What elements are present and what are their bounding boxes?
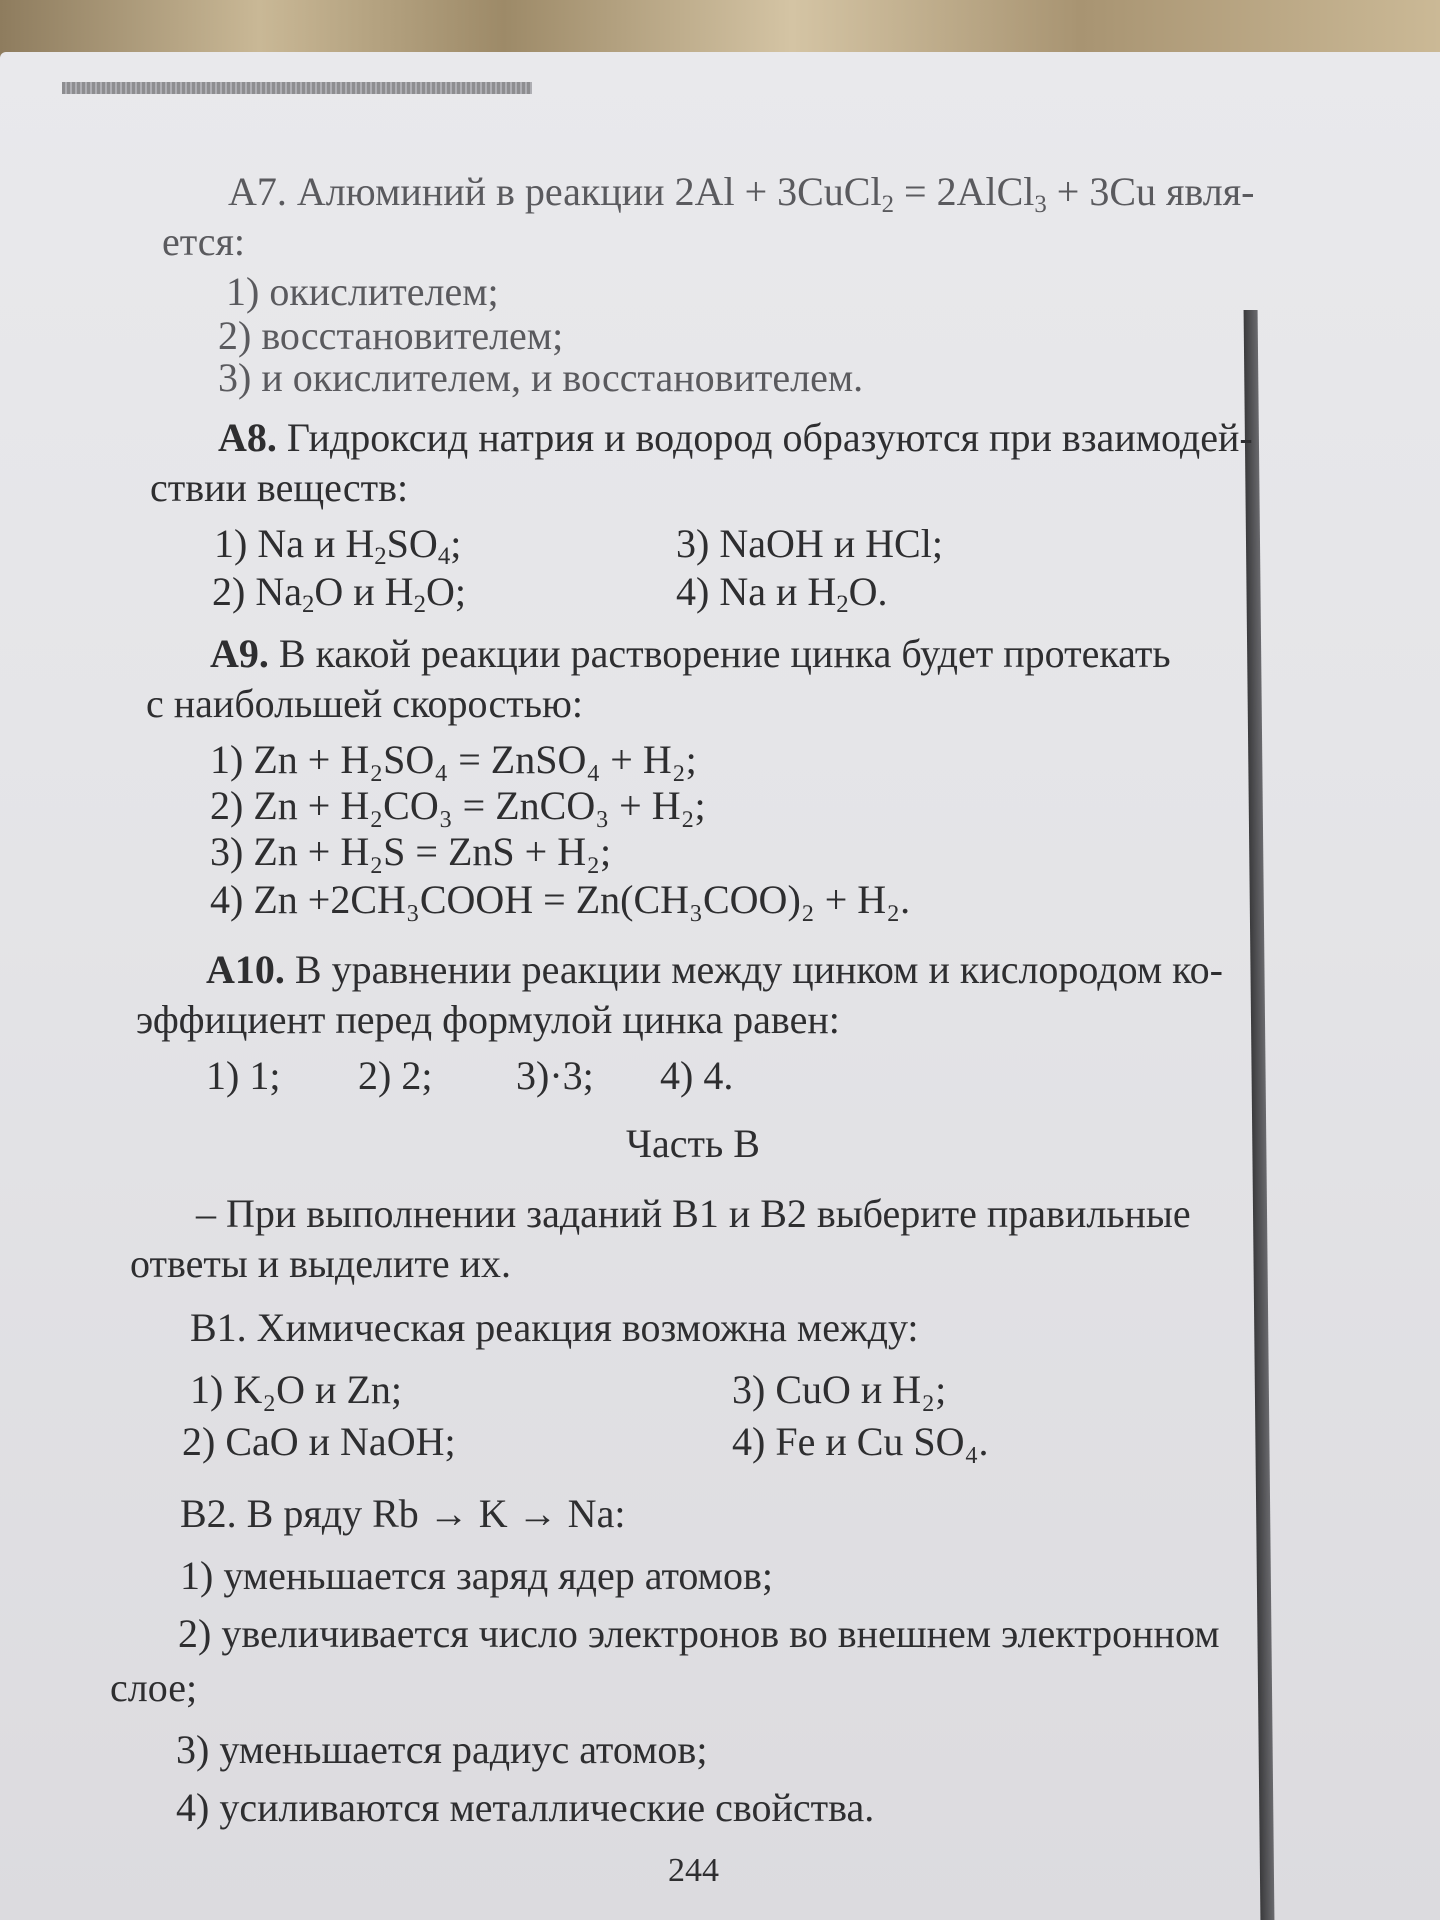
- b1-option-1: 1) K₂O и Zn;: [190, 1367, 402, 1412]
- b2-option-2-line1: 2) увеличивается число электронов во внешнем электронном: [178, 1611, 1220, 1656]
- part-b-instruction-line2: ответы и выделите их.: [130, 1241, 511, 1286]
- b2-option-3: 3) уменьшается радиус атомов;: [176, 1727, 708, 1772]
- b1-option-2: 2) CaO и NaOH;: [182, 1419, 456, 1464]
- a9-option-1: 1) Zn + H₂SO₄ = ZnSO₄ + H₂;: [210, 737, 697, 782]
- a8-question-line2: ствии веществ:: [150, 465, 409, 510]
- a7-text-part1: Алюминий в реакции 2Al + 3CuCl: [296, 169, 882, 214]
- a9-option-3: 3) Zn + H₂S = ZnS + H₂;: [210, 829, 612, 874]
- a8-option-2: 2) $Na_2O$ и $H_2O$;: [212, 569, 466, 618]
- page-number: 244: [668, 1852, 719, 1889]
- a8-option-3: 3) NaOH и HCl;: [676, 521, 943, 566]
- a8-option-4: 4) Na и $H_2O$.: [676, 569, 888, 618]
- a9-question-line1: А9. В какой реакции растворение цинка будет протекать: [210, 631, 1171, 676]
- a10-option-2: 2) 2;: [358, 1053, 433, 1098]
- b2-option-4: 4) усиливаются металлические свойства.: [176, 1785, 875, 1830]
- a8-option-1: 1) Na и $H_2SO_4$;: [214, 521, 462, 570]
- a10-number: А10.: [206, 947, 285, 992]
- b1-option-4: 4) Fe и Cu SO₄.: [732, 1419, 989, 1464]
- a7-option-1: 1) окислителем;: [226, 269, 499, 314]
- a10-option-1: 1) 1;: [206, 1053, 281, 1098]
- a10-option-4: 4) 4.: [660, 1053, 734, 1098]
- a8-question-line1: А8. Гидроксид натрия и водород образуются при взаимодей-: [218, 415, 1253, 460]
- a9-number: А9.: [210, 631, 269, 676]
- top-rule-decoration: [62, 82, 532, 94]
- a7-question-line1: А7. Алюминий в реакции 2Al + 3CuCl$_2$ = 2AlCl$_3$ + 3Cu явля-: [228, 169, 1255, 218]
- a8-number: А8.: [218, 415, 277, 460]
- a7-option-3: 3) и окислителем, и восстановителем.: [218, 355, 864, 400]
- b1-question: В1. Химическая реакция возможна между:: [190, 1305, 919, 1350]
- a10-option-3: 3)·3;: [516, 1053, 594, 1098]
- a7-number: А7.: [228, 169, 287, 214]
- a9-question-line2: с наибольшей скоростью:: [146, 681, 583, 726]
- b2-option-1: 1) уменьшается заряд ядер атомов;: [180, 1553, 773, 1598]
- a9-option-4: 4) Zn +2CH₃COOH = Zn(CH₃COO)₂ + H₂.: [210, 877, 911, 922]
- part-b-instruction-line1: – При выполнении заданий В1 и В2 выберите правильные: [196, 1191, 1191, 1236]
- a7-question-line2: ется:: [162, 219, 245, 264]
- a9-option-2: 2) Zn + H₂CO₃ = ZnCO₃ + H₂;: [210, 783, 706, 828]
- a7-option-2: 2) восстановителем;: [218, 313, 564, 358]
- b1-option-3: 3) CuO и H₂;: [732, 1367, 947, 1412]
- b2-option-2-line2: слое;: [110, 1665, 198, 1710]
- a10-question-line2: эффициент перед формулой цинка равен:: [136, 997, 840, 1042]
- part-b-heading: Часть В: [626, 1121, 760, 1166]
- a10-question-line1: А10. В уравнении реакции между цинком и кислородом ко-: [206, 947, 1223, 992]
- b2-question: В2. В ряду Rb → K → Na:: [180, 1491, 626, 1536]
